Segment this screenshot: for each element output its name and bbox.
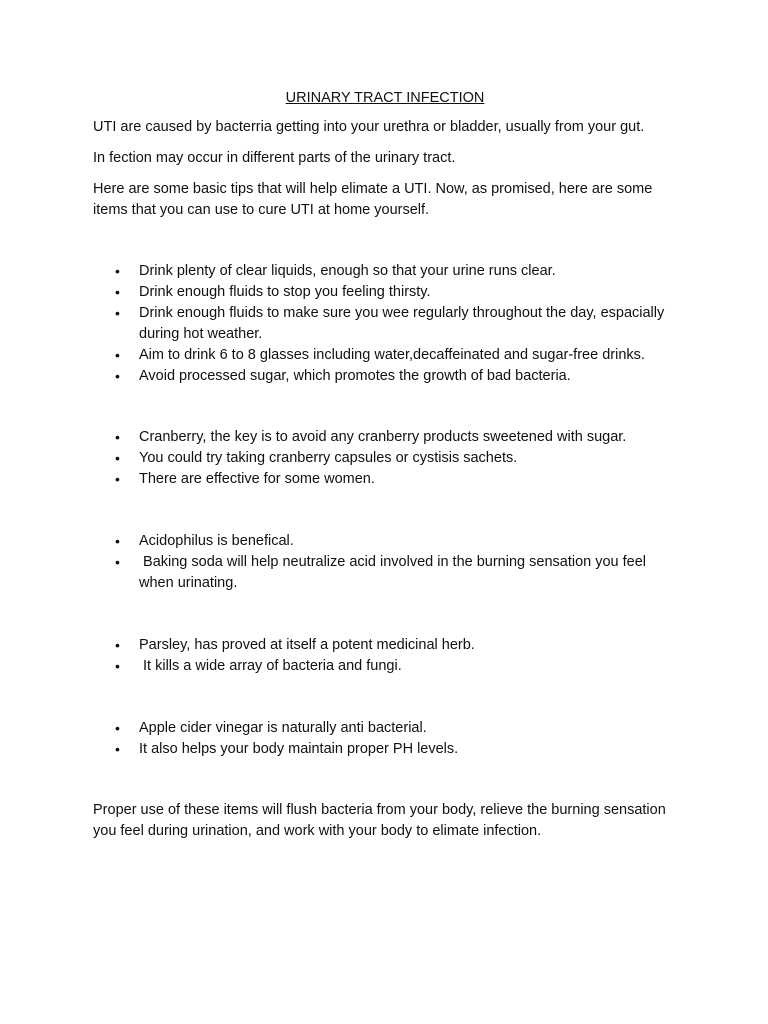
- list-item-text: Avoid processed sugar, which promotes the growth of bad bacteria.: [139, 368, 571, 384]
- list-item-text: Acidophilus is benefical.: [139, 533, 294, 549]
- conclusion-paragraph: Proper use of these items will flush bacteria from your body, relieve the burning sensation you feel during urination, and work with your body to elimate infection.: [93, 802, 666, 839]
- list-item: [93, 448, 673, 469]
- list-item: [93, 427, 673, 448]
- tips-list-parsley: [93, 635, 673, 677]
- list-item-text: There are effective for some women.: [139, 471, 375, 487]
- list-item-text: Drink plenty of clear liquids, enough so that your urine runs clear.: [139, 263, 556, 279]
- list-item: [93, 718, 673, 739]
- list-item-text: Baking soda will help neutralize acid involved in the burning sensation you feel when urinating.: [139, 554, 651, 591]
- bullet-icon: •: [115, 263, 120, 279]
- tips-list-fluids: [93, 261, 673, 387]
- list-item: [93, 366, 673, 387]
- bullet-icon: •: [115, 429, 120, 445]
- bullet-icon: •: [115, 368, 120, 384]
- bullet-icon: •: [115, 533, 120, 549]
- list-item-text: Drink enough fluids to make sure you wee regularly throughout the day, espacially during hot weather.: [139, 305, 665, 342]
- tips-list-vinegar: [93, 718, 673, 760]
- list-item: [93, 635, 673, 656]
- list-item-text: Apple cider vinegar is naturally anti bacterial.: [139, 720, 427, 736]
- list-item-text: Drink enough fluids to stop you feeling thirsty.: [139, 284, 431, 300]
- intro-paragraph-3: Here are some basic tips that will help elimate a UTI. Now, as promised, here are some items that you can use to cure UTI at home yourself.: [93, 181, 653, 218]
- bullet-icon: •: [115, 658, 120, 674]
- list-item-text: Parsley, has proved at itself a potent medicinal herb.: [139, 637, 475, 653]
- list-item: [93, 261, 673, 282]
- intro-paragraph-2: In fection may occur in different parts of the urinary tract.: [93, 150, 456, 166]
- list-item: [93, 469, 673, 490]
- list-item-text: It also helps your body maintain proper PH levels.: [139, 741, 459, 757]
- list-item: [93, 552, 673, 594]
- list-item: [93, 303, 673, 345]
- bullet-icon: •: [115, 347, 120, 363]
- bullet-icon: •: [115, 720, 120, 736]
- document-body: [93, 88, 673, 852]
- list-item: [93, 656, 673, 677]
- list-item: [93, 739, 673, 760]
- tips-list-cranberry: [93, 427, 673, 490]
- bullet-icon: •: [115, 284, 120, 300]
- intro-paragraph-1: UTI are caused by bacterria getting into your urethra or bladder, usually from your gut.: [93, 119, 645, 135]
- list-item-text: You could try taking cranberry capsules or cystisis sachets.: [139, 450, 518, 466]
- list-item-text: Cranberry, the key is to avoid any cranberry products sweetened with sugar.: [139, 429, 627, 445]
- tips-list-acidophilus: [93, 531, 673, 594]
- list-item-text: It kills a wide array of bacteria and fungi.: [139, 658, 402, 674]
- list-item: [93, 531, 673, 552]
- bullet-icon: •: [115, 741, 120, 757]
- document-title: URINARY TRACT INFECTION: [285, 90, 485, 106]
- bullet-icon: •: [115, 637, 120, 653]
- bullet-icon: •: [115, 554, 120, 570]
- list-item-text: Aim to drink 6 to 8 glasses including water,decaffeinated and sugar-free drinks.: [139, 347, 645, 363]
- bullet-icon: •: [115, 471, 120, 487]
- bullet-icon: •: [115, 305, 120, 321]
- list-item: [93, 282, 673, 303]
- list-item: [93, 345, 673, 366]
- bullet-icon: •: [115, 450, 120, 466]
